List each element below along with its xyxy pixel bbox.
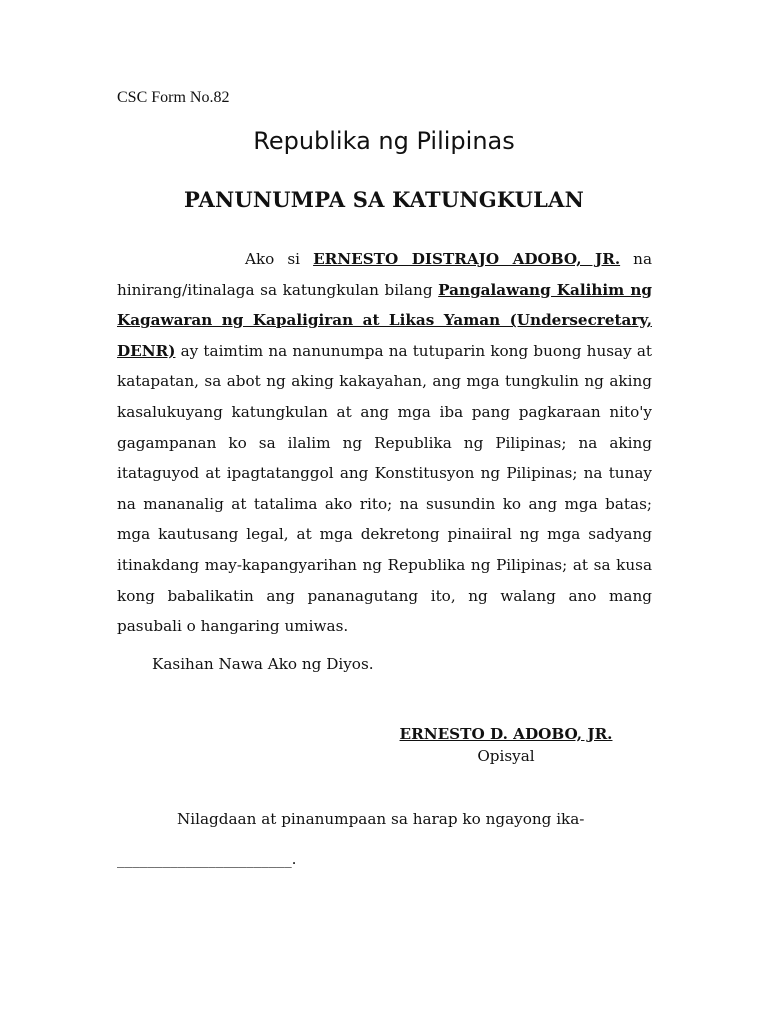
form-number: CSC Form No.82	[117, 89, 230, 106]
attestation-statement: Nilagdaan at pinanumpaan sa harap ko ngayong ika-	[177, 810, 585, 828]
document-title: PANUNUMPA SA KATUNGKULAN	[184, 187, 584, 212]
signatory-role: Opisyal	[477, 747, 535, 765]
republic-heading: Republika ng Pilipinas	[253, 127, 515, 155]
official-full-name: ERNESTO DISTRAJO ADOBO, JR.	[313, 250, 621, 268]
signature-block	[390, 723, 622, 767]
oath-body-text: ay taimtim na nanunumpa na tutuparin kong buong husay at katapatan, sa abot ng aking kakayahan, ang mga tungkulin ng aking kasalukuyang katungkulan at ang mga iba pang pagkaraan nito'y gagampanan ko sa ilalim ng Republika ng Pilipinas; na aking itataguyod at ipagtatanggol ang Konstitusyon ng Pilipinas; na tunay na mananalig at tatalima ako rito; na susundin ko ang mga batas; mga kautusang legal, at mga dekretong pinaiiral ng mga sadyang itinakdang may-kapangyarihan ng Republika ng Pilipinas; at sa kusa kong babalikatin ang pananagutang ito, ng walang ano mang pasubali o hangaring umiwas.	[117, 341, 652, 636]
oath-paragraph	[117, 244, 652, 642]
oath-text	[117, 244, 652, 642]
attestation-text	[117, 799, 652, 879]
official-position: Pangalawang Kalihim ng Kagawaran ng Kapaligiran at Likas Yaman (Undersecretary, DENR)	[117, 280, 652, 360]
attestation-paragraph	[117, 799, 652, 879]
date-blank-line: _______________________.	[117, 850, 297, 868]
oath-appointment-text: na hinirang/itinalaga sa katungkulan bilang	[117, 250, 653, 299]
oath-intro: Ako si	[245, 250, 314, 268]
signatory-name: ERNESTO D. ADOBO, JR.	[399, 725, 613, 743]
oath-closing: Kasihan Nawa Ako ng Diyos.	[152, 655, 374, 673]
